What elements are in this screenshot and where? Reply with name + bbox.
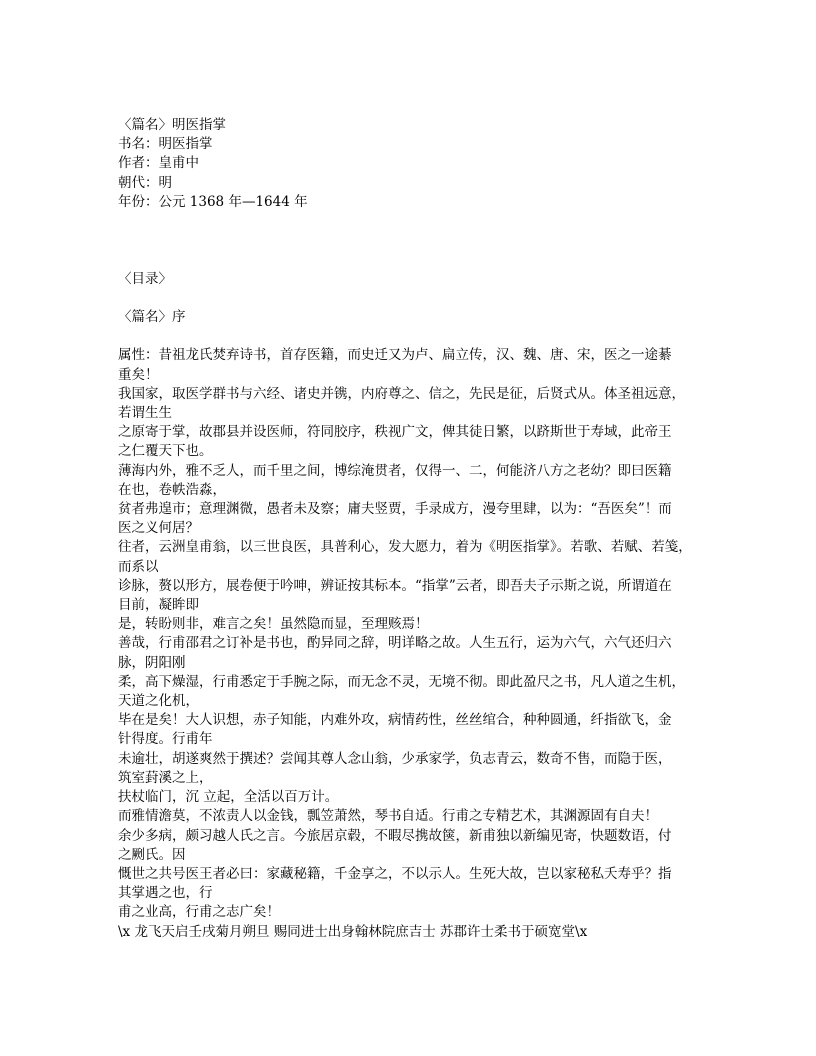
years: 年份：公元 1368 年—1644 年 <box>118 193 308 210</box>
metadata-block <box>118 116 700 212</box>
body-line: 在也，卷帙浩淼， <box>118 481 226 498</box>
body-line: 甫之业高，行甫之志广矣！ <box>118 904 280 921</box>
body-line: 是，转盼则非，难言之矣！虽然隐而显，至理赅焉！ <box>118 616 429 633</box>
body-line: 扶杖临门，沉 立起，全活以百万计。 <box>118 789 339 806</box>
body-line: 之劂氏。因 <box>118 846 186 863</box>
body-line: 诊脉，赘以形方，展卷便于吟呻，辨证按其标本。“指掌”云者，即吾夫子示斯之说，所谓道在 <box>118 577 672 594</box>
body-line: 天道之化机， <box>118 693 199 710</box>
body-line: 而雅情澹莫，不浓责人以金钱，瓢笠萧然，琴书自适。行甫之专精艺术，其渊源固有自夫！ <box>118 808 658 825</box>
body-line: 属性：昔祖龙氏焚弃诗书，首存医籍，而史迁又为卢、扁立传，汉、魏、唐、宋，医之一途綦 <box>118 347 672 364</box>
body-line: 我国家，取医学群书与六经、诸史并镌，内府尊之、信之，先民是征，后贤式从。体圣祖远意， <box>118 385 685 402</box>
body-line: 贫者弗遑市；意理渊微，愚者未及察；庸夫竖贾，手录成方，漫夸里肆，以为：“吾医矣”！而 <box>118 501 672 518</box>
book-name: 书名：明医指掌 <box>118 136 213 153</box>
body-line: 筑室葑溪之上， <box>118 769 213 786</box>
body-line: 重矣！ <box>118 366 159 383</box>
preface-body <box>118 346 700 941</box>
body-line: 毕在是矣！大人识想，赤子知能，内难外攻，病情药性，丝丝绾合，种种圆通，纤指欲飞，金 <box>118 712 672 729</box>
body-line: 余少多病，颇习越人氏之言。今旅居京毂，不暇尽携故箧，新甫独以新编见寄，快题数语，付 <box>118 827 672 844</box>
signature-line: \x 龙飞天启壬戌菊月朔旦 赐同进士出身翰林院庶吉士 苏郡许士柔书于硕宽堂\x <box>118 923 588 940</box>
body-line: 而系以 <box>118 558 159 575</box>
body-line: 善哉，行甫邵君之订补是书也，酌异同之辞，明详略之故。人生五行，运为六气，六气还归六 <box>118 635 672 652</box>
body-line: 脉，阴阳刚 <box>118 654 186 671</box>
author: 作者：皇甫中 <box>118 155 199 172</box>
body-line: 未逾壮，胡遂爽然于撰述？尝闻其尊人念山翁，少承家学，负志青云，数奇不售，而隐于医， <box>118 750 672 767</box>
chapter-title: 〈篇名〉明医指掌 <box>118 117 226 133</box>
body-line: 往者，云洲皇甫翁，以三世良医，具普利心，发大愿力，着为《明医指掌》。若歌、若赋、若笺， <box>118 539 692 556</box>
body-line: 医之义何居？ <box>118 520 199 537</box>
body-line: 针得度。行甫年 <box>118 731 213 748</box>
dynasty: 朝代：明 <box>118 174 172 191</box>
section-title: 〈篇名〉序 <box>118 309 186 326</box>
document-page <box>118 116 700 942</box>
toc-label: 〈目录〉 <box>118 271 172 288</box>
body-line: 目前，凝眸即 <box>118 597 199 614</box>
body-line: 薄海内外，雅不乏人，而千里之间，博综淹贯者，仅得一、二，何能济八方之老幼？即曰医籍 <box>118 462 672 479</box>
body-line: 之仁覆天下也。 <box>118 443 213 460</box>
body-line: 柔，高下燥湿，行甫悉定于手腕之际，而无念不灵，无境不彻。即此盈尺之书，凡人道之生机， <box>118 673 685 690</box>
body-line: 若谓生生 <box>118 405 172 422</box>
body-line: 之原寄于掌，故郡县并设医师，符同胶序，秩视广文，俾其徒日繁，以跻斯世于寿域，此帝王 <box>118 424 672 441</box>
body-line: 其掌遇之也，行 <box>118 885 213 902</box>
body-line: 慨世之共号医王者必曰：家藏秘籍，千金享之，不以示人。生死大故，岂以家秘私夭寿乎？指 <box>118 865 672 882</box>
